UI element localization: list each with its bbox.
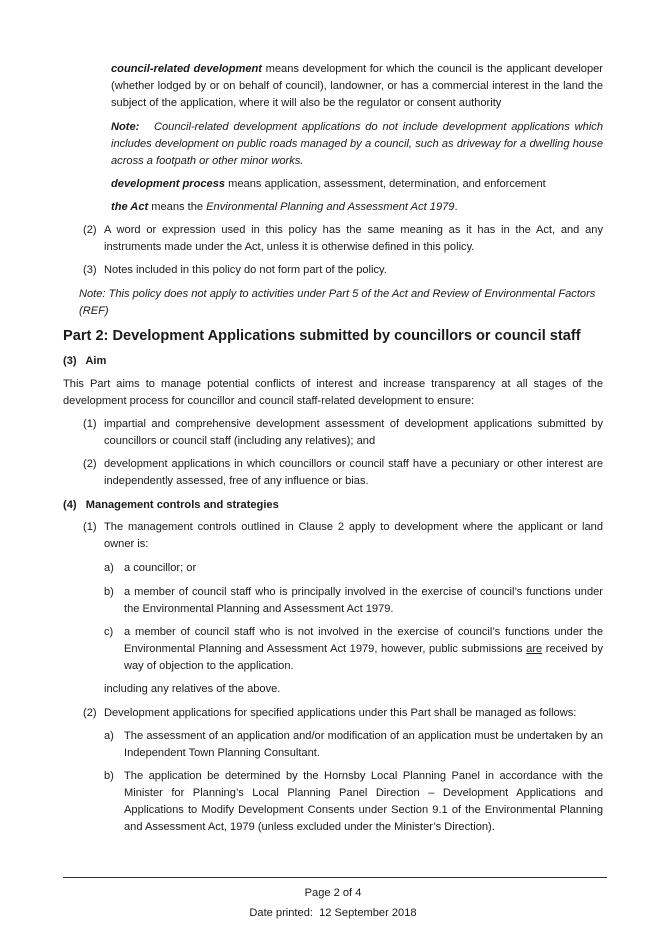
note-text: Council-related development applications do not include development applications which includes development on public roads managed by a council, such as driveway for a dwelling house across a footpath or other minor works. xyxy=(111,121,604,167)
list-item: A word or expression used in this policy has the same meaning as it has in the Act, and any instruments made under the Act, unless it is otherwise defined in this policy. xyxy=(104,224,603,253)
list-number: (1) xyxy=(83,418,97,430)
definition-term: the Act xyxy=(111,201,149,213)
sub-list-item: The assessment of an application and/or modification of an application must be undertaken by an Independent Town Planning Consultant. xyxy=(124,730,603,759)
definition-end: . xyxy=(454,201,458,213)
note-council-related xyxy=(111,119,603,170)
sub-list-letter: b) xyxy=(104,770,114,782)
list-item: Notes included in this policy do not form part of the policy. xyxy=(104,264,387,276)
definition-text: means the xyxy=(148,201,207,213)
note-label: Note: xyxy=(111,121,140,133)
sub-list-text-end: received by way of objection to the application. xyxy=(124,643,603,672)
sub-list-letter: b) xyxy=(104,586,114,598)
list-item: The management controls outlined in Clause 2 apply to development where the applicant or land owner is: xyxy=(104,521,603,550)
sub-list-item: a member of council staff who is principally involved in the exercise of council’s functions under the Environmental Planning and Assessment Act 1979. xyxy=(124,586,603,615)
list-number: (2) xyxy=(83,458,97,470)
date-printed: Date printed: 12 September 2018 xyxy=(249,907,417,919)
note-part5: Note: This policy does not apply to activities under Part 5 of the Act and Review of Environmental Factors (REF) xyxy=(79,288,596,317)
list-number: (2) xyxy=(83,224,97,236)
definition-development-process xyxy=(111,176,603,193)
sub-list-item: The application be determined by the Hornsby Local Planning Panel in accordance with the Minister for Planning’s Local Planning Panel Direction – Development Applications and Applications to Modify Development Consents under Section 9.1 of the Environmental Planning and Assessment Act, 1979 (unless excluded under the Minister’s Direction). xyxy=(124,770,603,833)
list-number: (2) xyxy=(83,707,97,719)
sub-list-letter: a) xyxy=(104,562,114,574)
sub-list-letter: a) xyxy=(104,730,114,742)
section-heading-management: (4) Management controls and strategies xyxy=(63,499,279,511)
section-heading-aim: (3) Aim xyxy=(63,355,107,367)
aim-paragraph: This Part aims to manage potential conflicts of interest and increase transparency at all stages of the development process for councillor and council staff-related development to ensure: xyxy=(63,378,603,407)
sub-list-item xyxy=(124,624,603,675)
list-item: Development applications for specified applications under this Part shall be managed as follows: xyxy=(104,707,577,719)
definition-council-related-development xyxy=(111,61,603,112)
list-number: (1) xyxy=(83,521,97,533)
definition-text: means application, assessment, determination, and enforcement xyxy=(225,178,546,190)
underlined-word: are xyxy=(526,643,543,655)
sub-list-item: a councillor; or xyxy=(124,562,197,574)
sub-list-text: a member of council staff who is not involved in the exercise of council’s functions under the Environmental Planning and Assessment Act 1979, however, public submissions xyxy=(124,626,603,655)
list-item: development applications in which councillors or council staff have a pecuniary or other interest are independently assessed, free of any influence or bias. xyxy=(104,458,603,487)
definition-term: development process xyxy=(111,178,226,190)
definition-text: means development for which the council is the applicant developer (whether lodged by or on behalf of council), landowner, or has a commercial interest in the land the subject of the application, where it will also be the regulator or consent authority xyxy=(111,63,603,109)
list-continuation: including any relatives of the above. xyxy=(104,683,281,695)
definition-the-act xyxy=(111,199,603,216)
footer-divider xyxy=(63,877,607,878)
part-heading: Part 2: Development Applications submitted by councillors or council staff xyxy=(63,328,581,344)
page-number: Page 2 of 4 xyxy=(304,887,362,899)
act-name: Environmental Planning and Assessment Act 1979 xyxy=(206,201,455,213)
list-item: impartial and comprehensive development assessment of development applications submitted by councillors or council staff (including any relatives); and xyxy=(104,418,603,447)
sub-list-letter: c) xyxy=(104,626,114,638)
definition-term: council-related development xyxy=(111,63,262,75)
list-number: (3) xyxy=(83,264,97,276)
